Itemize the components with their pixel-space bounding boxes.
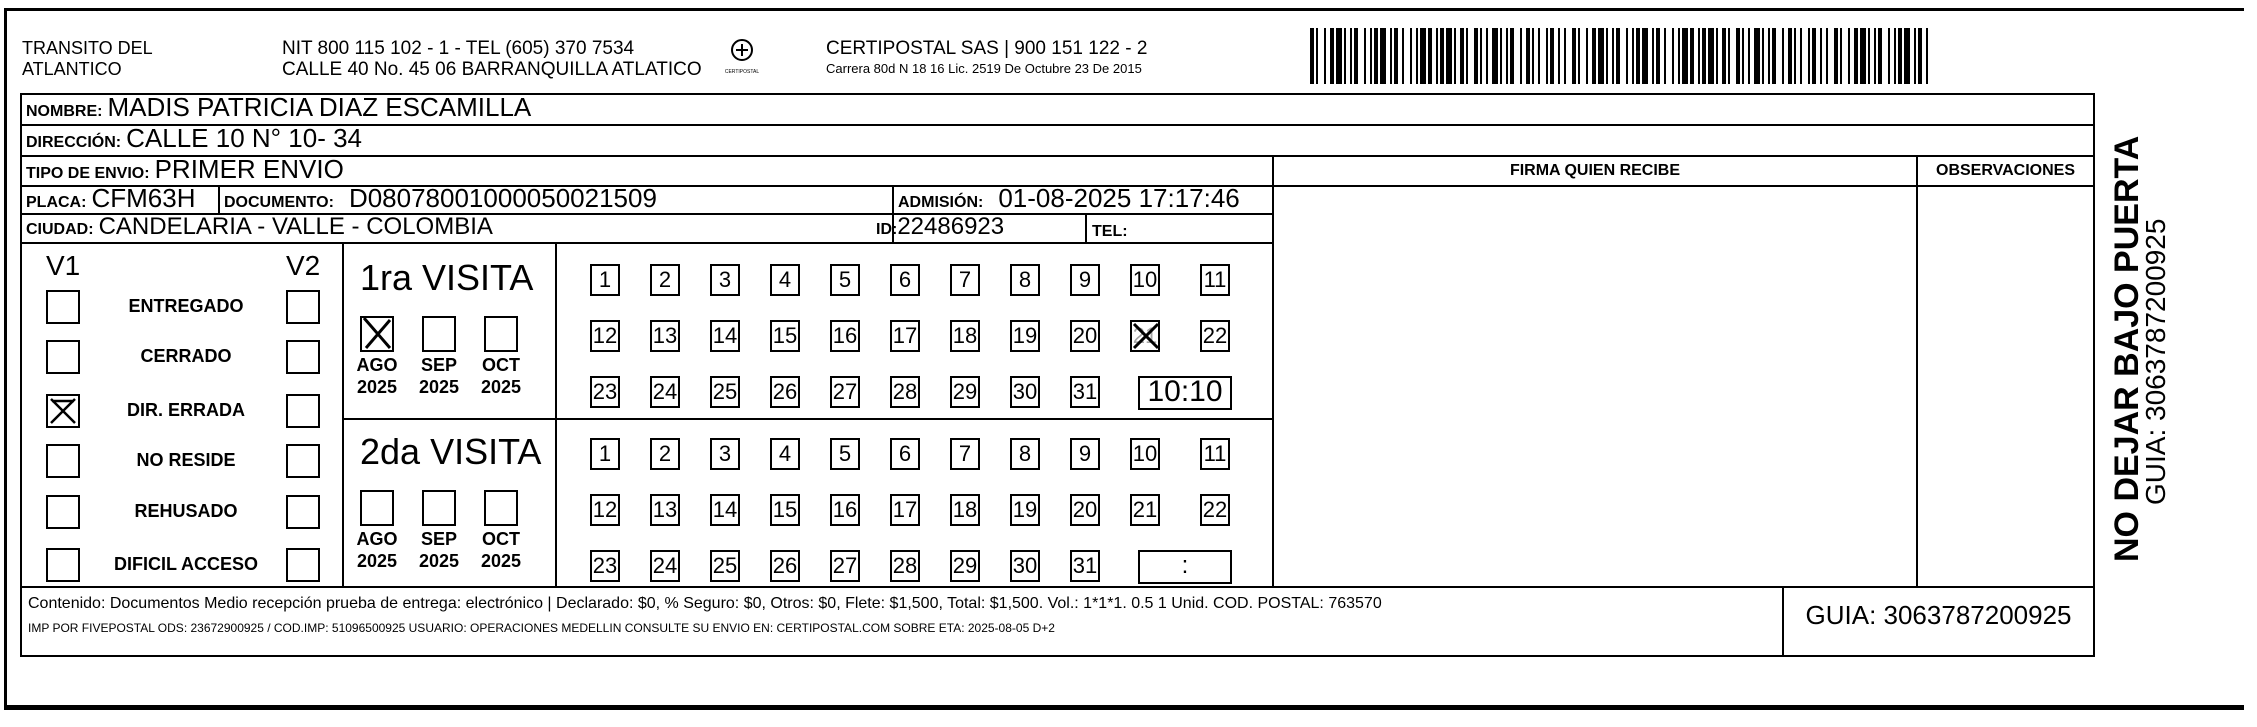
day-box[interactable]: 30 — [1010, 550, 1040, 582]
day-box[interactable]: 11 — [1200, 264, 1230, 296]
ciudad-field: CIUDAD: CANDELARIA - VALLE - COLOMBIA — [26, 213, 493, 240]
day-box[interactable]: 10 — [1130, 438, 1160, 470]
month-checkbox[interactable] — [360, 490, 394, 526]
day-box[interactable]: 25 — [710, 376, 740, 408]
firma-area[interactable] — [1276, 188, 1914, 584]
observaciones-area[interactable] — [1920, 188, 2092, 584]
v1-checkbox[interactable] — [46, 444, 80, 478]
ciudad-value: CANDELARIA - VALLE - COLOMBIA — [98, 213, 493, 240]
admision-value: 01-08-2025 17:17:46 — [998, 183, 1240, 213]
check-x-mark — [360, 314, 394, 352]
sender-details: NIT 800 115 102 - 1 - TEL (605) 370 7534 CALLE 40 No. 45 06 BARRANQUILLA ATLATICO — [282, 38, 702, 80]
day-box[interactable]: 30 — [1010, 376, 1040, 408]
day-box[interactable]: 7 — [950, 264, 980, 296]
time-box[interactable]: : — [1138, 550, 1232, 584]
day-box[interactable]: 8 — [1010, 438, 1040, 470]
status-label: DIR. ERRADA — [126, 400, 245, 420]
month-label: AGO 2025 — [356, 355, 398, 397]
documento-field: DOCUMENTO: D08078001000050021509 — [224, 183, 657, 213]
tipo-envio-value: PRIMER ENVIO — [154, 154, 344, 184]
month-label: OCT 2025 — [480, 529, 522, 571]
check-x-mark — [1129, 319, 1163, 353]
day-box[interactable]: 27 — [830, 376, 860, 408]
tel-field: TEL: — [1092, 223, 1128, 240]
day-box[interactable]: 14 — [710, 320, 740, 352]
direccion-value: CALLE 10 N° 10- 34 — [126, 123, 362, 153]
certipostal-logo-icon — [726, 38, 758, 64]
day-box[interactable]: 3 — [710, 438, 740, 470]
month-checkbox[interactable] — [360, 316, 394, 352]
month-checkbox[interactable] — [484, 316, 518, 352]
day-box[interactable]: 31 — [1070, 550, 1100, 582]
v1-checkbox[interactable] — [46, 495, 80, 529]
day-box[interactable]: 7 — [950, 438, 980, 470]
day-box[interactable]: 23 — [590, 550, 620, 582]
v1-checkbox[interactable] — [46, 394, 80, 428]
v1-header: V1 — [46, 250, 81, 281]
day-box[interactable]: 28 — [890, 376, 920, 408]
day-box[interactable]: 24 — [650, 376, 680, 408]
placa-value: CFM63H — [91, 183, 196, 213]
v2-checkbox[interactable] — [286, 548, 320, 582]
observaciones-header: OBSERVACIONES — [1936, 162, 2075, 179]
day-box[interactable]: 29 — [950, 550, 980, 582]
sender-name: TRANSITO DEL ATLANTICO — [22, 38, 153, 79]
footer-contenido: Contenido: Documentos Medio recepción prueba de entrega: electrónico | Declarado: $0, % Seguro: $0, Otros: $0, Flete: $1,500, Total: $1,500. Vol.: 1*1*1. 0.5 1 Unid. COD. POSTAL: 763570 — [28, 595, 1382, 612]
v2-checkbox[interactable] — [286, 290, 320, 324]
day-box[interactable]: 2 — [650, 264, 680, 296]
check-x-mark — [48, 396, 78, 426]
day-box[interactable]: 15 — [770, 494, 800, 526]
day-box[interactable]: 20 — [1070, 494, 1100, 526]
status-label: ENTREGADO — [128, 296, 244, 316]
barcode — [1310, 28, 1940, 84]
day-box[interactable]: 1 — [590, 264, 620, 296]
day-box[interactable]: 17 — [890, 494, 920, 526]
day-box[interactable]: 13 — [650, 494, 680, 526]
day-box[interactable]: 29 — [950, 376, 980, 408]
right-edge-mark — [2244, 0, 2257, 722]
day-box[interactable]: 21 — [1130, 494, 1160, 526]
month-label: OCT 2025 — [480, 355, 522, 397]
courier-details: CERTIPOSTAL SAS | 900 151 122 - 2 Carrera 80d N 18 16 Lic. 2519 De Octubre 23 De 2015 — [826, 38, 1148, 76]
day-box[interactable]: 24 — [650, 550, 680, 582]
day-box[interactable]: 31 — [1070, 376, 1100, 408]
day-box[interactable]: 25 — [710, 550, 740, 582]
month-checkbox[interactable] — [484, 490, 518, 526]
day-box[interactable]: 19 — [1010, 320, 1040, 352]
day-box[interactable]: 9 — [1070, 264, 1100, 296]
v2-checkbox[interactable] — [286, 394, 320, 428]
day-box[interactable]: 4 — [770, 438, 800, 470]
month-label: AGO 2025 — [356, 529, 398, 571]
day-box[interactable]: 12 — [590, 320, 620, 352]
direccion-row — [26, 123, 362, 154]
month-label: SEP 2025 — [418, 529, 460, 571]
v2-header: V2 — [286, 250, 321, 281]
day-box[interactable]: 11 — [1200, 438, 1230, 470]
day-box[interactable]: 16 — [830, 494, 860, 526]
day-box[interactable]: 22 — [1200, 320, 1230, 352]
day-box[interactable]: 26 — [770, 550, 800, 582]
firma-header: FIRMA QUIEN RECIBE — [1509, 162, 1681, 179]
day-box[interactable]: 4 — [770, 264, 800, 296]
direccion-label: DIRECCIÓN: — [26, 134, 122, 151]
day-box[interactable]: 28 — [890, 550, 920, 582]
day-box[interactable]: 5 — [830, 264, 860, 296]
nombre-label: NOMBRE: — [26, 103, 103, 120]
day-box[interactable]: 5 — [830, 438, 860, 470]
day-box[interactable]: 6 — [890, 438, 920, 470]
v2-checkbox[interactable] — [286, 495, 320, 529]
day-box[interactable]: 18 — [950, 494, 980, 526]
v1-checkbox[interactable] — [46, 340, 80, 374]
day-box[interactable]: 19 — [1010, 494, 1040, 526]
footer-guia: GUIA: 3063787200925 — [1805, 600, 2072, 630]
day-box[interactable]: 6 — [890, 264, 920, 296]
status-label: REHUSADO — [134, 501, 238, 521]
day-box[interactable]: 10 — [1130, 264, 1160, 296]
day-box[interactable]: 21 — [1130, 320, 1160, 352]
right-edge — [2244, 0, 2257, 722]
day-box[interactable]: 1 — [590, 438, 620, 470]
day-box[interactable]: 23 — [590, 376, 620, 408]
footer-impresion: IMP POR FIVEPOSTAL ODS: 23672900925 / COD.IMP: 51096500925 USUARIO: OPERACIONES MEDELLIN CONSULTE SU ENVIO EN: CERTIPOSTAL.COM SOBRE ETA: 2025-08-05 D+2 — [28, 621, 1055, 635]
day-box[interactable]: 9 — [1070, 438, 1100, 470]
documento-value: D08078001000050021509 — [348, 183, 657, 213]
day-box[interactable]: 14 — [710, 494, 740, 526]
certipostal-logo: CERTIPOSTAL — [722, 38, 762, 75]
day-box[interactable]: 12 — [590, 494, 620, 526]
day-box[interactable]: 8 — [1010, 264, 1040, 296]
day-box[interactable]: 17 — [890, 320, 920, 352]
day-box[interactable]: 13 — [650, 320, 680, 352]
day-box[interactable]: 22 — [1200, 494, 1230, 526]
day-box[interactable]: 26 — [770, 376, 800, 408]
status-label: DIFICIL ACCESO — [113, 554, 258, 574]
v1-checkbox[interactable] — [46, 548, 80, 582]
visit-title: 1ra VISITA — [360, 257, 534, 298]
status-label: NO RESIDE — [136, 450, 236, 470]
nombre-value: MADIS PATRICIA DIAZ ESCAMILLA — [107, 92, 532, 122]
day-box[interactable]: 15 — [770, 320, 800, 352]
v2-checkbox[interactable] — [286, 444, 320, 478]
no-dejar-warning: NO DEJAR BAJO PUERTA — [2108, 135, 2146, 562]
status-label: CERRADO — [140, 346, 232, 366]
day-box[interactable]: 3 — [710, 264, 740, 296]
placa-field: PLACA: CFM63H — [26, 183, 196, 213]
id-field: ID:22486923 — [876, 213, 1005, 240]
day-box[interactable]: 2 — [650, 438, 680, 470]
day-box[interactable]: 16 — [830, 320, 860, 352]
nombre-row — [26, 92, 532, 123]
id-value: 22486923 — [897, 213, 1005, 240]
v1-checkbox[interactable] — [46, 290, 80, 324]
tipo-envio-row — [26, 154, 344, 185]
month-label: SEP 2025 — [418, 355, 460, 397]
day-box[interactable]: 27 — [830, 550, 860, 582]
time-box[interactable]: 10:10 — [1138, 376, 1232, 410]
tipo-envio-label: TIPO DE ENVIO: — [26, 165, 150, 182]
day-box[interactable]: 18 — [950, 320, 980, 352]
admision-field: ADMISIÓN: 01-08-2025 17:17:46 — [898, 183, 1240, 213]
v2-checkbox[interactable] — [286, 340, 320, 374]
month-checkbox[interactable] — [422, 490, 456, 526]
month-checkbox[interactable] — [422, 316, 456, 352]
visit-title: 2da VISITA — [360, 431, 542, 472]
day-box[interactable]: 20 — [1070, 320, 1100, 352]
side-guia: GUIA: 3063787200925 — [2140, 218, 2171, 505]
